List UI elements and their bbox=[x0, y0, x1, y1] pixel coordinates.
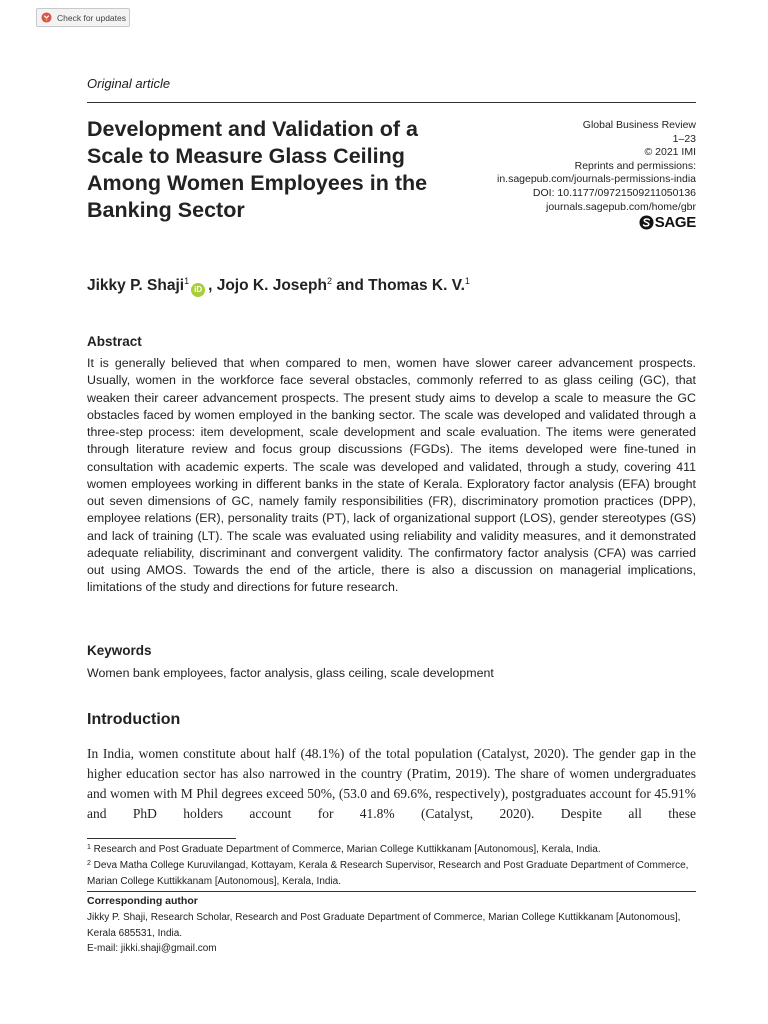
check-for-updates-badge[interactable] bbox=[36, 8, 130, 27]
sage-wordmark: SAGE bbox=[654, 214, 696, 231]
author-3: and Thomas K. V. bbox=[331, 277, 465, 294]
author-list bbox=[87, 277, 470, 295]
introduction-text: In India, women constitute about half (48.1%) of the total population (Catalyst, 2020). The gender gap in the higher education sector has also narrowed in the country (Pratim, 2019). The share of women undergraduates and women with M Phil degrees exceed 50%, (53.0 and 69.6%, respectively), postgraduates account for 45.91% and PhD holders account for 41.8% (Catalyst, 2020). Despite all these bbox=[87, 746, 696, 821]
corresponding-author-email[interactable]: E-mail: jikki.shaji@gmail.com bbox=[87, 943, 217, 954]
keywords-text: Women bank employees, factor analysis, glass ceiling, scale development bbox=[87, 666, 494, 680]
keywords-heading: Keywords bbox=[87, 643, 152, 658]
article-title: Development and Validation of a Scale to Measure Glass Ceiling Among Women Employees in the Banking Sector bbox=[87, 117, 428, 222]
journal-name: Global Business Review bbox=[582, 119, 696, 131]
footnote-2-text: Deva Matha College Kuruvilangad, Kottayam, Kerala & Research Supervisor, Research and Post Graduate Department of Commerce, Marian College Kuttikkanam [Autonomous], Kerala, India. bbox=[87, 860, 689, 887]
doi[interactable]: DOI: 10.1177/09721509211050136 bbox=[532, 186, 696, 199]
footnote-2 bbox=[87, 858, 696, 889]
author-3-affiliation: 1 bbox=[464, 276, 470, 286]
journal-info bbox=[456, 119, 696, 214]
reprints-label: Reprints and permissions: bbox=[574, 159, 696, 172]
footnote-divider bbox=[87, 838, 236, 839]
article-type: Original article bbox=[87, 76, 171, 91]
footnote-2-mark: 2 bbox=[87, 860, 91, 867]
journal-pages: 1–23 bbox=[672, 132, 696, 145]
footnote-1-mark: 1 bbox=[87, 844, 91, 851]
check-for-updates-label: Check for updates bbox=[57, 12, 126, 23]
corresponding-author-address: Jikky P. Shaji, Research Scholar, Research and Post Graduate Department of Commerce, Marian College Kuttikkanam [Autonomous], Kerala 685531, India. bbox=[87, 912, 681, 939]
journal-homepage-link[interactable]: journals.sagepub.com/home/gbr bbox=[545, 200, 696, 213]
journal-copyright: © 2021 IMI bbox=[644, 146, 696, 159]
header-divider bbox=[87, 102, 696, 103]
orcid-icon[interactable]: iD bbox=[191, 283, 205, 297]
introduction-heading: Introduction bbox=[87, 711, 181, 728]
corresponding-divider bbox=[87, 891, 696, 892]
crossmark-icon bbox=[41, 12, 52, 23]
footnote-1 bbox=[87, 842, 696, 858]
corresponding-author-heading: Corresponding author bbox=[87, 895, 198, 907]
corresponding-author-details bbox=[87, 910, 696, 957]
author-1: Jikky P. Shaji bbox=[87, 277, 185, 294]
author-1-affiliation: 1 bbox=[184, 276, 190, 286]
reprints-link[interactable]: in.sagepub.com/journals-permissions-india bbox=[496, 173, 696, 186]
footnotes bbox=[87, 842, 696, 889]
publisher-logo bbox=[639, 214, 696, 231]
footnote-1-text: Research and Post Graduate Department of Commerce, Marian College Kuttikkanam [Autonomous], Kerala, India. bbox=[90, 844, 601, 855]
sage-logo-icon bbox=[639, 215, 654, 230]
author-2-affiliation: 2 bbox=[326, 276, 332, 286]
abstract-text: It is generally believed that when compared to men, women have slower career advancement prospects. Usually, women in the workforce face several obstacles, commonly referred to as glass ceiling (GC), that weaken their career advancement prospects. The present study aims to develop a scale to measure the GC obstacles faced by women employed in the banking sector. The scale was developed and validated through a three-step process: item development, scale development and scale evaluation. The items were generated through literature review and focus group discussions (FGDs). The items developed were fine-tuned in consultation with academic experts. The scale was developed and validated, through a study, covering 411 women employees working in different banks in the state of Kerala. Exploratory factor analysis (EFA) brought out seven dimensions of GC, namely family responsibilities (FR), discriminatory promotion practices (DPP), employee relations (ER), personality traits (PT), lack of organizational support (LOS), gender stereotypes (GS) and lack of training (LT). The scale was evaluated using reliability and validity measures, and it demonstrated adequate reliability, discriminant and convergent validity. The confirmatory factor analysis (CFA) was carried out using AMOS. Towards the end of the article, there is also a discussion on managerial implications, limitations of the study and directions for future research. bbox=[87, 356, 696, 595]
abstract-heading: Abstract bbox=[87, 334, 142, 349]
author-2: , Jojo K. Joseph bbox=[208, 277, 327, 294]
